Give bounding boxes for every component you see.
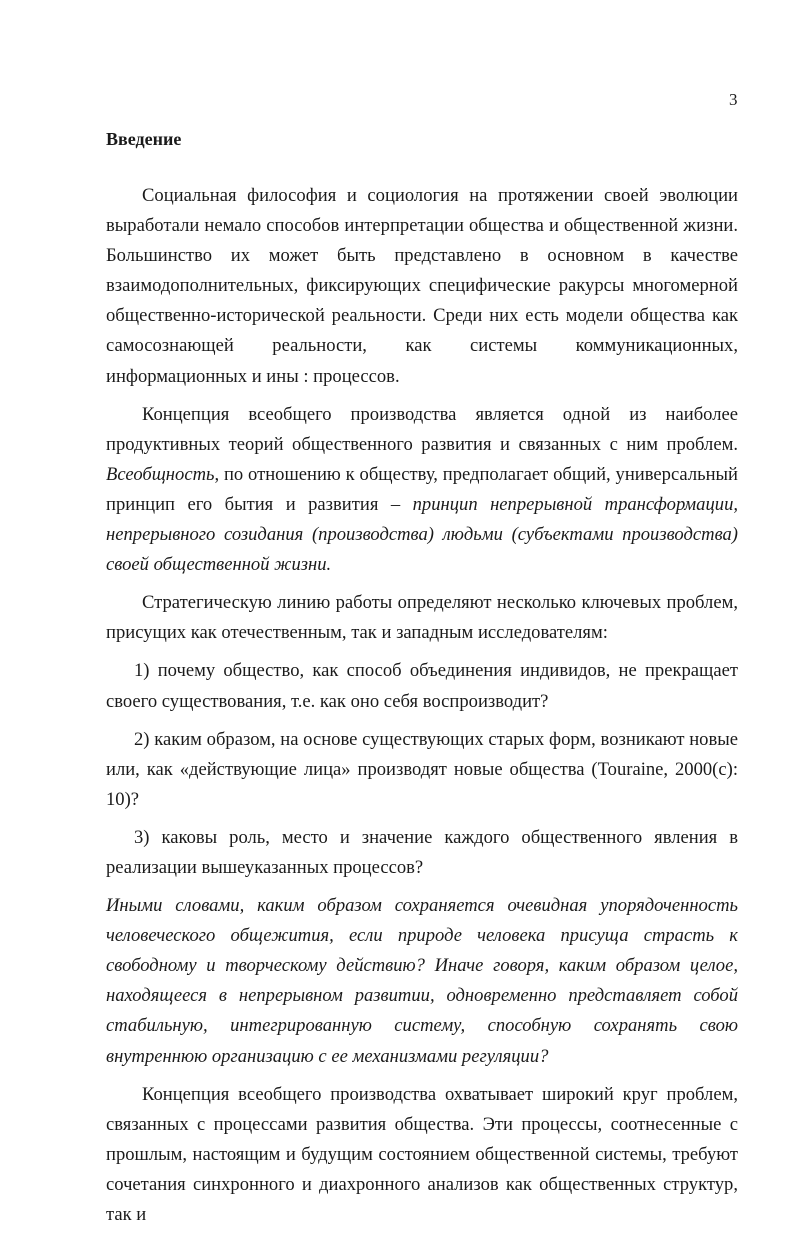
paragraph-concept-emphasis-1: Всеобщность [106, 463, 215, 485]
section-heading: Введение [106, 129, 182, 149]
paragraph-concept [106, 400, 738, 581]
paragraph-scope: Концепция всеобщего производства охватывает широкий круг проблем, связанных с процессами развития общества. Эти процессы, соотнесенные с прошлым, настоящим и будущим состоянием общественной системы, требуют сочетания синхронного и диахронного анализов как общественных структур, так и [106, 1083, 738, 1225]
paragraph-concept-emphasis-2: принцип непрерывной трансформации, непрерывного созидания (производства) людьми (субъектами производства) своей общественной жизни. [106, 493, 739, 576]
paragraph-concept-text-1: Концепция всеобщего производства является одной из наиболее продуктивных теорий общественного развития и связанных с ним проблем. [106, 403, 738, 455]
paragraph-italic-question: Иными словами, каким образом сохраняется очевидная упорядоченность человеческого общежития, если природе человека присуща страсть к свободному и творческому действию? Иначе говоря, каким образом целое, находящееся в непрерывном развитии, одновременно представляет собой стабильную, интегрированную систему, способную сохранять свою внутреннюю организацию с ее механизмами регуляции? [106, 895, 738, 1067]
list-item-2: 2) каким образом, на основе существующих старых форм, возникают новые или, как «действующие лица» производят новые общества (Touraine, 2000(c): 10)? [106, 728, 738, 810]
list-item-3: 3) каковы роль, место и значение каждого общественного явления в реализации вышеуказанных процессов? [106, 826, 738, 878]
page-number: 3 [729, 90, 738, 109]
paragraph-concept-text-2: , по отношению к обществу, предполагает общий, универсальный принцип его бытия и развития – [106, 463, 738, 515]
paragraph-strategy: Стратегическую линию работы определяют несколько ключевых проблем, присущих как отечественным, так и западным исследователям: [106, 592, 738, 644]
paragraph-intro: Социальная философия и социология на протяжении своей эволюции выработали немало способов интерпретации общества и общественной жизни. Большинство их может быть представлено в основном в качестве взаимодополнительных, фиксирующих специфические ракурсы многомерной общественно-исторической реальности. Среди них есть модели общества как самосознающей реальности, как системы коммуникационных, информационных и ины : процессов. [106, 185, 738, 387]
list-item-1: 1) почему общество, как способ объединения индивидов, не прекращает своего существования, т.е. как оно себя воспроизводит? [106, 660, 738, 712]
body-text [106, 181, 738, 1238]
